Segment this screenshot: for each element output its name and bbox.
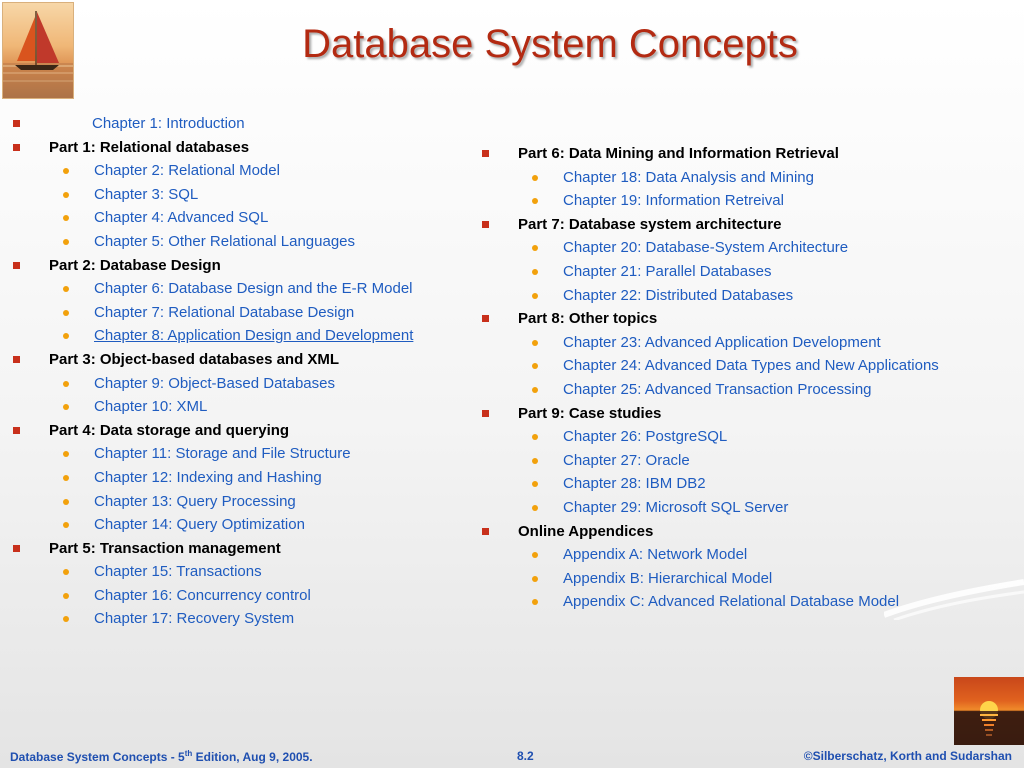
square-bullet-icon — [482, 528, 489, 535]
part-heading — [0, 136, 470, 160]
round-bullet-icon — [532, 481, 538, 487]
part-heading-label: Part 4: Data storage and querying — [49, 421, 290, 439]
part-heading-label: Part 7: Database system architecture — [518, 215, 782, 233]
chapter-link[interactable] — [478, 236, 1024, 260]
round-bullet-icon — [532, 387, 538, 393]
chapter-link-label: Chapter 22: Distributed Databases — [563, 286, 794, 304]
chapter-link-label: Chapter 14: Query Optimization — [94, 516, 305, 534]
slide-title: Database System Concepts — [302, 22, 798, 66]
chapter-link-label: Chapter 3: SQL — [94, 185, 199, 203]
chapter-link[interactable] — [0, 513, 470, 537]
round-bullet-icon — [63, 499, 69, 505]
part-heading — [478, 402, 1024, 426]
part-heading — [0, 419, 470, 443]
chapter-link[interactable] — [0, 324, 470, 348]
chapter-link-label: Chapter 15: Transactions — [94, 563, 262, 581]
chapter-link-label: Chapter 21: Parallel Databases — [563, 262, 772, 280]
round-bullet-icon — [63, 404, 69, 410]
chapter-link-label: Chapter 1: Introduction — [92, 115, 245, 132]
round-bullet-icon — [63, 310, 69, 316]
square-bullet-icon — [13, 144, 20, 151]
chapter-link[interactable] — [0, 442, 470, 466]
chapter-link-label: Chapter 23: Advanced Application Development — [563, 333, 881, 351]
part-heading-label: Part 1: Relational databases — [49, 138, 250, 156]
round-bullet-icon — [532, 434, 538, 440]
chapter-link-label: Chapter 13: Query Processing — [94, 492, 296, 510]
square-bullet-icon — [482, 410, 489, 417]
part-heading — [478, 307, 1024, 331]
square-bullet-icon — [482, 315, 489, 322]
chapter-link[interactable] — [478, 425, 1024, 449]
round-bullet-icon — [532, 340, 538, 346]
square-bullet-icon — [482, 221, 489, 228]
right-outline-list — [478, 142, 1024, 614]
chapter-link-label: Chapter 17: Recovery System — [94, 610, 295, 628]
chapter-link-label: Chapter 20: Database-System Architecture — [563, 239, 849, 257]
round-bullet-icon — [63, 239, 69, 245]
chapter-link[interactable] — [478, 543, 1024, 567]
chapter-link[interactable] — [478, 284, 1024, 308]
round-bullet-icon — [532, 599, 538, 605]
round-bullet-icon — [63, 168, 69, 174]
chapter-link[interactable] — [0, 395, 470, 419]
chapter-link-label: Chapter 28: IBM DB2 — [563, 475, 706, 493]
chapter-link[interactable] — [478, 331, 1024, 355]
part-heading — [0, 348, 470, 372]
chapter-link[interactable] — [478, 449, 1024, 473]
round-bullet-icon — [63, 192, 69, 198]
chapter-link[interactable] — [478, 472, 1024, 496]
part-heading — [0, 537, 470, 561]
part-heading-label: Part 2: Database Design — [49, 256, 221, 274]
part-heading — [478, 142, 1024, 166]
chapter-link-label: Chapter 18: Data Analysis and Mining — [563, 168, 814, 186]
chapter-link[interactable] — [0, 490, 470, 514]
chapter-link[interactable] — [0, 466, 470, 490]
round-bullet-icon — [532, 458, 538, 464]
chapter-link[interactable] — [0, 206, 470, 230]
round-bullet-icon — [63, 286, 69, 292]
square-bullet-icon — [13, 545, 20, 552]
round-bullet-icon — [63, 451, 69, 457]
round-bullet-icon — [63, 616, 69, 622]
part-heading-label: Part 9: Case studies — [518, 404, 662, 422]
round-bullet-icon — [532, 245, 538, 251]
chapter-link[interactable] — [478, 189, 1024, 213]
part-heading — [478, 213, 1024, 237]
chapter-link[interactable] — [0, 584, 470, 608]
left-outline-list — [0, 112, 470, 631]
chapter-link-label: Chapter 29: Microsoft SQL Server — [563, 498, 789, 516]
chapter-link[interactable] — [0, 277, 470, 301]
chapter-link[interactable] — [0, 560, 470, 584]
round-bullet-icon — [63, 569, 69, 575]
chapter-link-label: Chapter 16: Concurrency control — [94, 586, 311, 604]
square-bullet-icon — [13, 262, 20, 269]
chapter-link-label: Appendix A: Network Model — [563, 546, 748, 564]
chapter-link-label: Chapter 9: Object-Based Databases — [94, 374, 335, 392]
square-bullet-icon — [13, 356, 20, 363]
chapter-link-label: Chapter 24: Advanced Data Types and New Applications — [563, 357, 939, 375]
round-bullet-icon — [532, 269, 538, 275]
chapter-link[interactable] — [0, 230, 470, 254]
square-bullet-icon — [13, 120, 20, 127]
sunset-image — [954, 677, 1024, 745]
chapter-link-label: Chapter 12: Indexing and Hashing — [94, 468, 322, 486]
footer — [0, 745, 1024, 768]
round-bullet-icon — [63, 381, 69, 387]
chapter-link-label: Chapter 11: Storage and File Structure — [94, 445, 351, 463]
round-bullet-icon — [63, 475, 69, 481]
part-heading — [0, 254, 470, 278]
footer-book-edition: Database System Concepts - 5th Edition, Aug 9, 2005. — [10, 749, 313, 764]
square-bullet-icon — [482, 150, 489, 157]
footer-copyright: ©Silberschatz, Korth and Sudarshan — [803, 749, 1012, 763]
chapter-link[interactable] — [0, 301, 470, 325]
square-bullet-icon — [13, 427, 20, 434]
chapter-link-label: Chapter 5: Other Relational Languages — [94, 232, 356, 250]
chapter-link[interactable] — [478, 590, 1024, 614]
chapter-link[interactable] — [0, 183, 470, 207]
chapter-link-label: Appendix C: Advanced Relational Database Model — [563, 593, 900, 611]
part-heading-label: Part 5: Transaction management — [49, 539, 281, 557]
round-bullet-icon — [532, 293, 538, 299]
chapter-link-label: Appendix B: Hierarchical Model — [563, 569, 773, 587]
round-bullet-icon — [532, 505, 538, 511]
chapter-link-label: Chapter 4: Advanced SQL — [94, 209, 269, 227]
chapter-link[interactable] — [0, 112, 470, 136]
round-bullet-icon — [63, 215, 69, 221]
round-bullet-icon — [532, 363, 538, 369]
part-heading-label: Part 3: Object-based databases and XML — [49, 350, 340, 368]
chapter-link-label: Chapter 8: Application Design and Development — [94, 327, 414, 345]
round-bullet-icon — [63, 593, 69, 599]
round-bullet-icon — [63, 522, 69, 528]
chapter-link[interactable] — [0, 607, 470, 631]
chapter-link[interactable] — [478, 496, 1024, 520]
part-heading-label: Online Appendices — [518, 522, 654, 540]
chapter-link[interactable] — [478, 378, 1024, 402]
round-bullet-icon — [532, 175, 538, 181]
part-heading-label: Part 8: Other topics — [518, 310, 658, 328]
chapter-link-label: Chapter 27: Oracle — [563, 451, 690, 469]
chapter-link-label: Chapter 26: PostgreSQL — [563, 428, 728, 446]
footer-slide-number: 8.2 — [517, 749, 534, 763]
round-bullet-icon — [63, 333, 69, 339]
chapter-link[interactable] — [0, 372, 470, 396]
part-heading — [478, 520, 1024, 544]
sailboat-image — [2, 2, 74, 99]
round-bullet-icon — [532, 552, 538, 558]
chapter-link-label: Chapter 6: Database Design and the E-R Model — [94, 280, 413, 298]
chapter-link[interactable] — [478, 260, 1024, 284]
round-bullet-icon — [532, 198, 538, 204]
chapter-link-label: Chapter 19: Information Retreival — [563, 192, 784, 210]
chapter-link[interactable] — [478, 567, 1024, 591]
chapter-link-label: Chapter 25: Advanced Transaction Processing — [563, 380, 872, 398]
chapter-link[interactable] — [478, 166, 1024, 190]
part-heading-label: Part 6: Data Mining and Information Retrieval — [518, 145, 839, 162]
chapter-link-label: Chapter 10: XML — [94, 398, 208, 416]
chapter-link-label: Chapter 2: Relational Model — [94, 162, 280, 180]
chapter-link-label: Chapter 7: Relational Database Design — [94, 303, 355, 321]
chapter-link[interactable] — [478, 354, 1024, 378]
round-bullet-icon — [532, 576, 538, 582]
chapter-link[interactable] — [0, 159, 470, 183]
